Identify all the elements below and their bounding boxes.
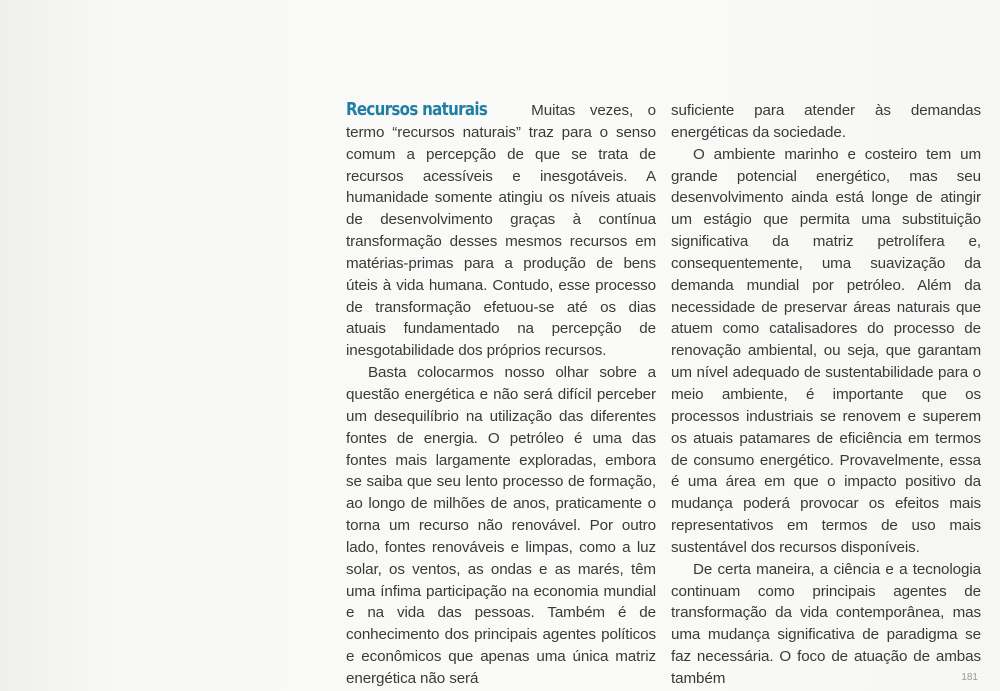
left-column xyxy=(346,100,656,690)
right-paragraph-1: suficiente para atender às demandas energéticas da sociedade. xyxy=(671,102,981,141)
left-paragraph-1-text: Muitas vezes, o termo “recursos naturais” traz para o senso comum a percepção de que se trata de recursos acessíveis e inesgotáveis. A humanidade somente atingiu os níveis atuais de desenvolvimento graças à contínua transformação desses mesmos recursos em matérias-primas para a produção de bens úteis à vida humana. Contudo, esse processo de transformação efetuou-se até os dias atuais fundamentado na percepção de inesgotabilidade dos próprios recursos. xyxy=(346,102,656,360)
page-number: 181 xyxy=(961,672,978,683)
right-paragraph-2: O ambiente marinho e costeiro tem um grande potencial energético, mas seu desenvolvimento ainda está longe de atingir um estágio que permita uma substituição significativa da matriz petrolífera e, consequentemente, uma suavização da demanda mundial por petróleo. Além da necessidade de preservar áreas naturais que atuem como catalisadores do processo de renovação ambiental, ou seja, que garantam um nível adequado de sustentabilidade para o meio ambiente, é importante que os processos industriais se renovem e superem os atuais patamares de eficiência em termos de consumo energético. Provavelmente, essa é uma área em que o impacto positivo da mudança poderá provocar os efeitos mais representativos em termos de uso mais sustentável dos recursos disponíveis. xyxy=(671,145,981,556)
right-paragraph-3: De certa maneira, a ciência e a tecnologia continuam como principais agentes de transformação da vida contemporânea, mas uma mudança significativa de paradigma se faz necessária. O foco de atuação de ambas também xyxy=(671,560,981,687)
right-column xyxy=(671,100,981,690)
section-heading: Recursos naturais xyxy=(346,100,488,120)
left-paragraph-2: Basta colocarmos nosso olhar sobre a questão energética e não será difícil perceber um desequilíbrio na utilização das diferentes fontes de energia. O petróleo é uma das fontes mais largamente exploradas, embora se saiba que seu lento processo de formação, ao longo de milhões de anos, praticamente o torna um recurso não renovável. Por outro lado, fontes renováveis e limpas, como a luz solar, os ventos, as ondas e as marés, têm uma ínfima participação na economia mundial e na vida das pessoas. Também é de conhecimento dos principais agentes políticos e econômicos que apenas uma única matriz energética não será xyxy=(346,364,656,687)
left-paragraph-1 xyxy=(346,100,656,362)
